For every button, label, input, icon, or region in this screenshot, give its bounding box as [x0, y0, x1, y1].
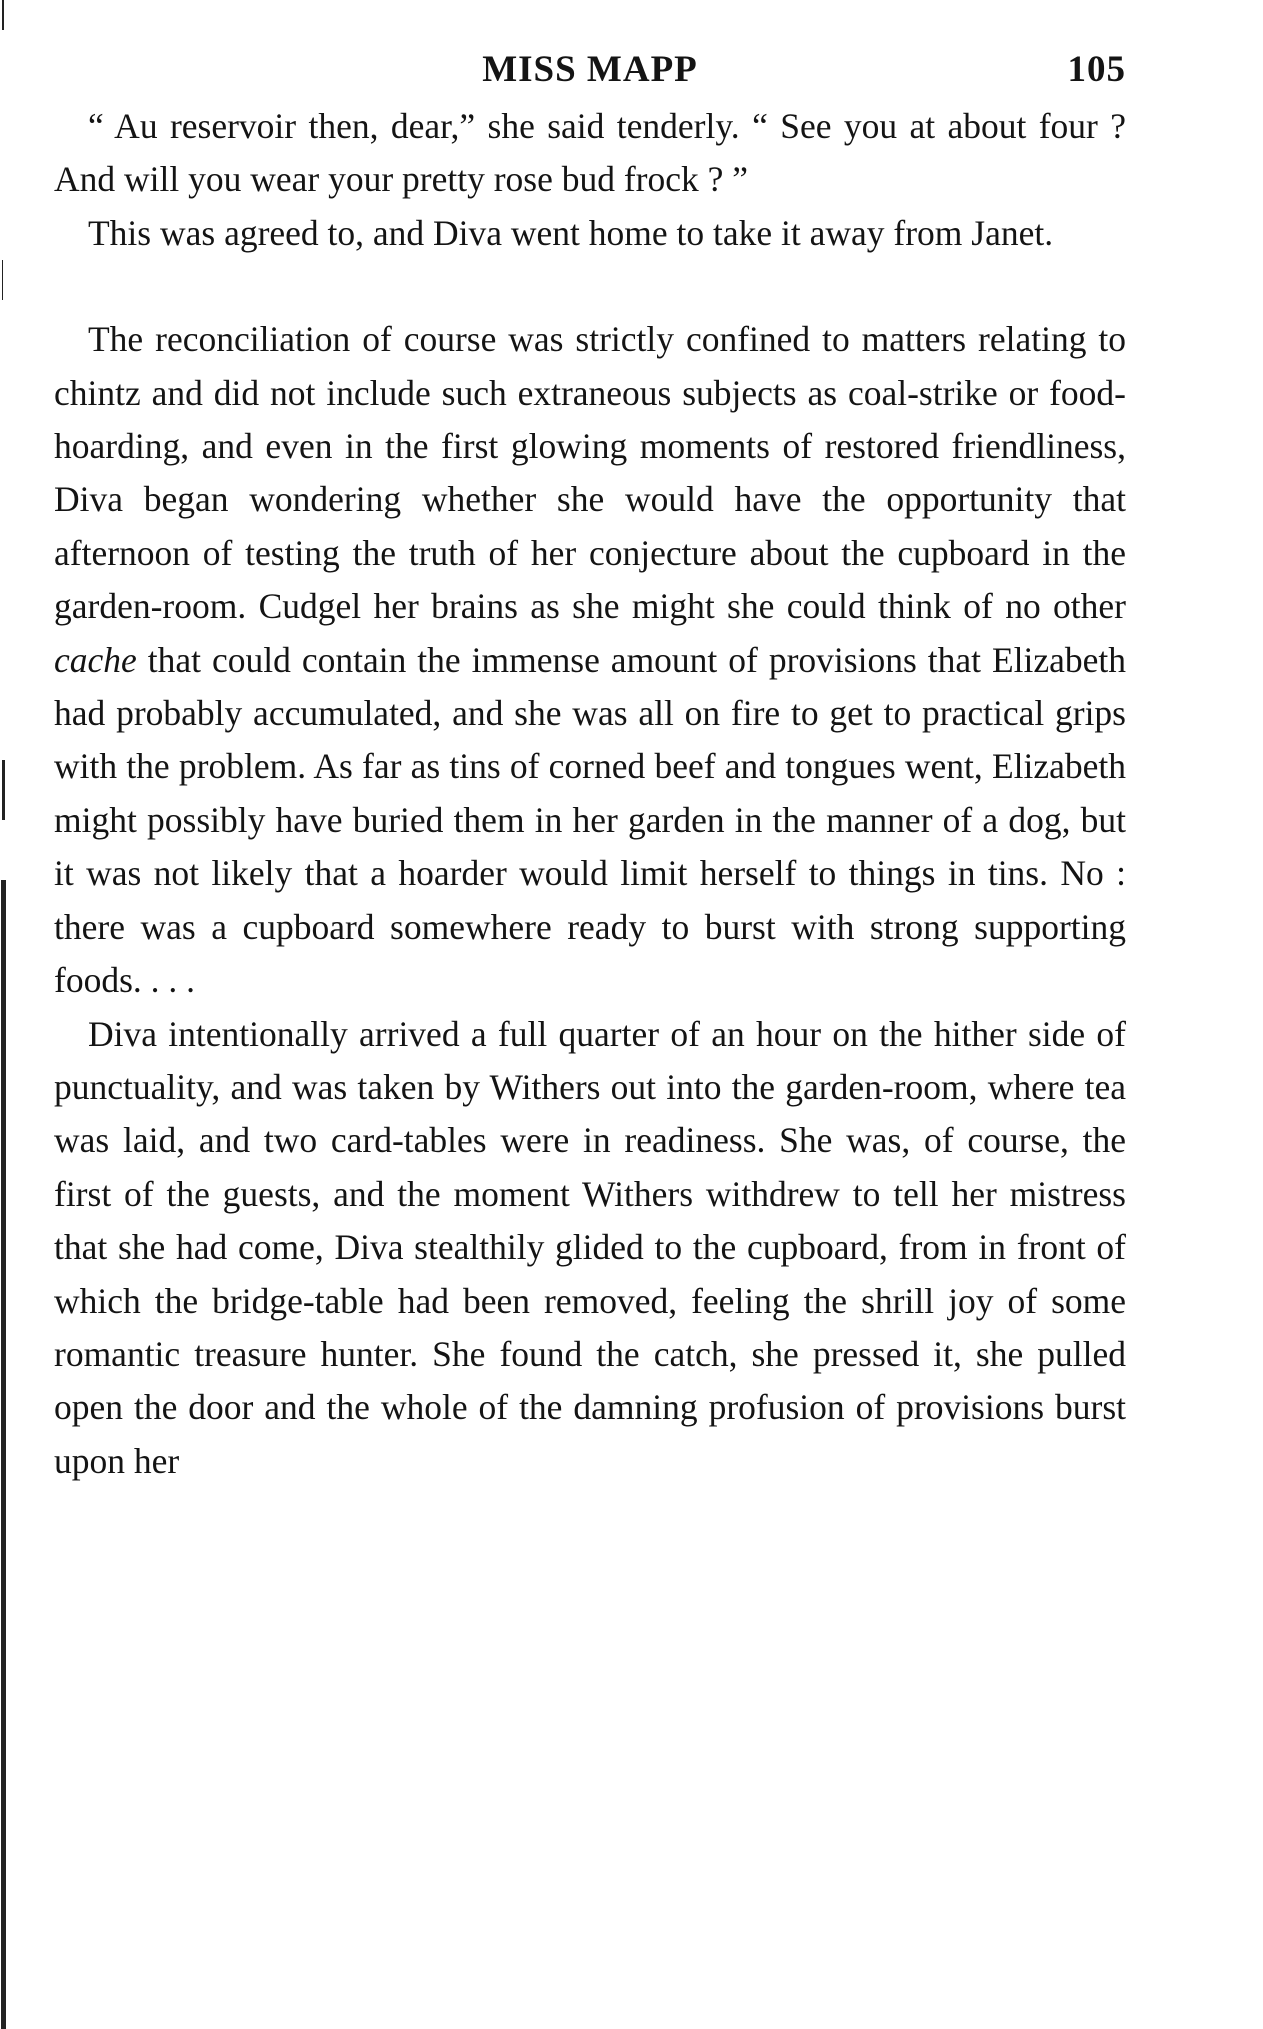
running-title: MISS MAPP	[482, 49, 698, 90]
running-head	[54, 40, 1126, 100]
paragraph	[54, 313, 1126, 1007]
paragraph: Diva intentionally arrived a full quarter of an hour on the hither side of punctuality, and was taken by Withers out into the garden-room, where tea was laid, and two card-tables were in readiness. She was, of course, the first of the guests, and the moment Withers withdrew to tell her mistress that she had come, Diva stealthily glided to the cupboard, from in front of which the bridge-table had been removed, feeling the shrill joy of some romantic treasure hunter. She found the catch, she pressed it, she pulled open the door and the whole of the damning profusion of provisions burst upon her	[54, 1013, 1126, 1481]
body-text	[54, 100, 1126, 1488]
paragraph-text: The reconciliation of course was strictly confined to matters relating to chintz and did not include such extraneous subjects as coal-strike or food-hoarding, and even in the first glowing moments of restored friendliness, Diva began wondering whether she would have the opportunity that afternoon of testing the truth of her conjecture about the cupboard in the garden-room. Cudgel her brains as she might she could think of no other	[54, 319, 1126, 627]
paragraph: This was agreed to, and Diva went home to take it away from Janet.	[88, 212, 1054, 253]
book-page	[54, 40, 1126, 1488]
emphasized-word: cache	[54, 639, 137, 680]
paragraph-text: that could contain the immense amount of provisions that Elizabeth had probably accumulated, and she was all on fire to get to practical grips with the problem. As far as tins of corned beef and tongues went, Elizabeth might possibly have buried them in her garden in the manner of a dog, but it was not likely that a hoarder would limit herself to things in tins. No : there was a cupboard somewhere ready to burst with strong supporting foods. . . .	[54, 639, 1126, 1001]
paragraph: “ Au reservoir then, dear,” she said tenderly. “ See you at about four ? And will you wear your pretty rose bud frock ? ”	[54, 106, 1126, 200]
page-number: 105	[1067, 49, 1126, 90]
page-binding-edge	[0, 0, 14, 2029]
